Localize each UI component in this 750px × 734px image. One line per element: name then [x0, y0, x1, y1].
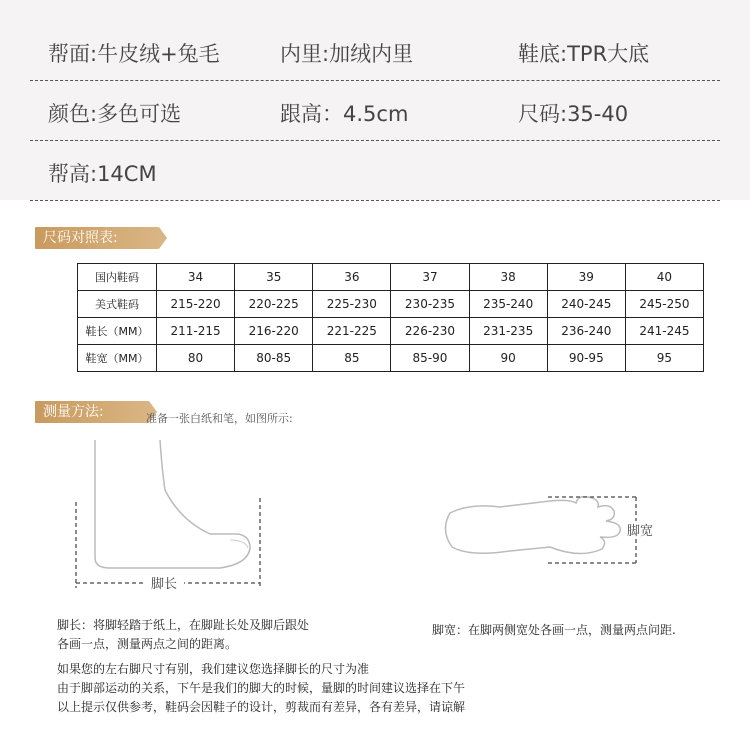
- table-cell: 36: [313, 264, 391, 291]
- table-cell: 221-225: [313, 318, 391, 345]
- table-cell: 231-235: [469, 318, 547, 345]
- size-table: [77, 263, 704, 372]
- row-label: 美式鞋码: [78, 291, 157, 318]
- note-line-2: 由于脚部运动的关系，下午是我们的脚大的时候，量脚的时间建议选择在下午: [57, 681, 466, 695]
- measure-title: 测量方法:: [35, 401, 149, 423]
- table-cell: 211-215: [157, 318, 235, 345]
- foot-length-caption-line1: 脚长：将脚轻踏于纸上，在脚趾长处及脚后跟处: [57, 618, 310, 632]
- table-row: [78, 318, 704, 345]
- table-cell: 215-220: [157, 291, 235, 318]
- table-cell: 245-250: [625, 291, 703, 318]
- table-cell: 241-245: [625, 318, 703, 345]
- spec-heel: 跟高：4.5cm: [280, 102, 409, 126]
- table-cell: 90-95: [547, 345, 625, 372]
- sizing-notes: [57, 660, 465, 717]
- table-cell: 230-235: [391, 291, 469, 318]
- table-row: [78, 345, 704, 372]
- table-cell: 85: [313, 345, 391, 372]
- foot-side-illustration: [70, 430, 270, 600]
- row-label: 国内鞋码: [78, 264, 157, 291]
- table-cell: 225-230: [313, 291, 391, 318]
- foot-width-caption: 脚宽：在脚两侧宽处各画一点，测量两点问距.: [432, 623, 676, 637]
- foot-length-caption-line2: 各画一点，测量两点之间的距离。: [57, 637, 238, 651]
- spec-shaft: 帮高:14CM: [48, 162, 157, 186]
- row-label: 鞋宽（MM）: [78, 345, 157, 372]
- table-cell: 80: [157, 345, 235, 372]
- table-cell: 85-90: [391, 345, 469, 372]
- table-cell: 38: [469, 264, 547, 291]
- spec-row-3: [30, 142, 720, 201]
- table-row: [78, 264, 704, 291]
- foot-length-caption: [57, 616, 309, 654]
- table-cell: 216-220: [235, 318, 313, 345]
- spec-lining: 内里:加绒内里: [280, 42, 414, 66]
- note-line-1: 如果您的左右脚尺寸有别，我们建议您选择脚长的尺寸为准: [57, 662, 370, 676]
- size-chart-title: 尺码对照表:: [35, 227, 159, 249]
- table-cell: 95: [625, 345, 703, 372]
- spec-row-2: [30, 82, 720, 141]
- table-cell: 37: [391, 264, 469, 291]
- spec-size: 尺码:35-40: [518, 102, 629, 126]
- table-cell: 235-240: [469, 291, 547, 318]
- note-line-3: 以上提示仅供参考，鞋码会因鞋子的设计，剪裁而有差异，各有差异，请谅解: [57, 700, 466, 714]
- table-cell: 80-85: [235, 345, 313, 372]
- prep-note: 准备一张白纸和笔，如图所示:: [146, 412, 293, 425]
- table-cell: 240-245: [547, 291, 625, 318]
- table-cell: 236-240: [547, 318, 625, 345]
- foot-length-label: 脚长: [150, 577, 178, 592]
- foot-width-label: 脚宽: [626, 524, 654, 539]
- table-cell: 40: [625, 264, 703, 291]
- spec-sole: 鞋底:TPR大底: [518, 42, 650, 66]
- table-cell: 226-230: [391, 318, 469, 345]
- table-row: [78, 291, 704, 318]
- row-label: 鞋长（MM）: [78, 318, 157, 345]
- spec-panel: [0, 0, 750, 200]
- spec-upper: 帮面:牛皮绒+兔毛: [48, 42, 220, 66]
- table-cell: 35: [235, 264, 313, 291]
- spec-row-1: [30, 22, 720, 81]
- spec-color: 颜色:多色可选: [48, 102, 182, 126]
- table-cell: 34: [157, 264, 235, 291]
- table-cell: 39: [547, 264, 625, 291]
- foot-top-illustration: [430, 485, 680, 575]
- table-cell: 220-225: [235, 291, 313, 318]
- table-cell: 90: [469, 345, 547, 372]
